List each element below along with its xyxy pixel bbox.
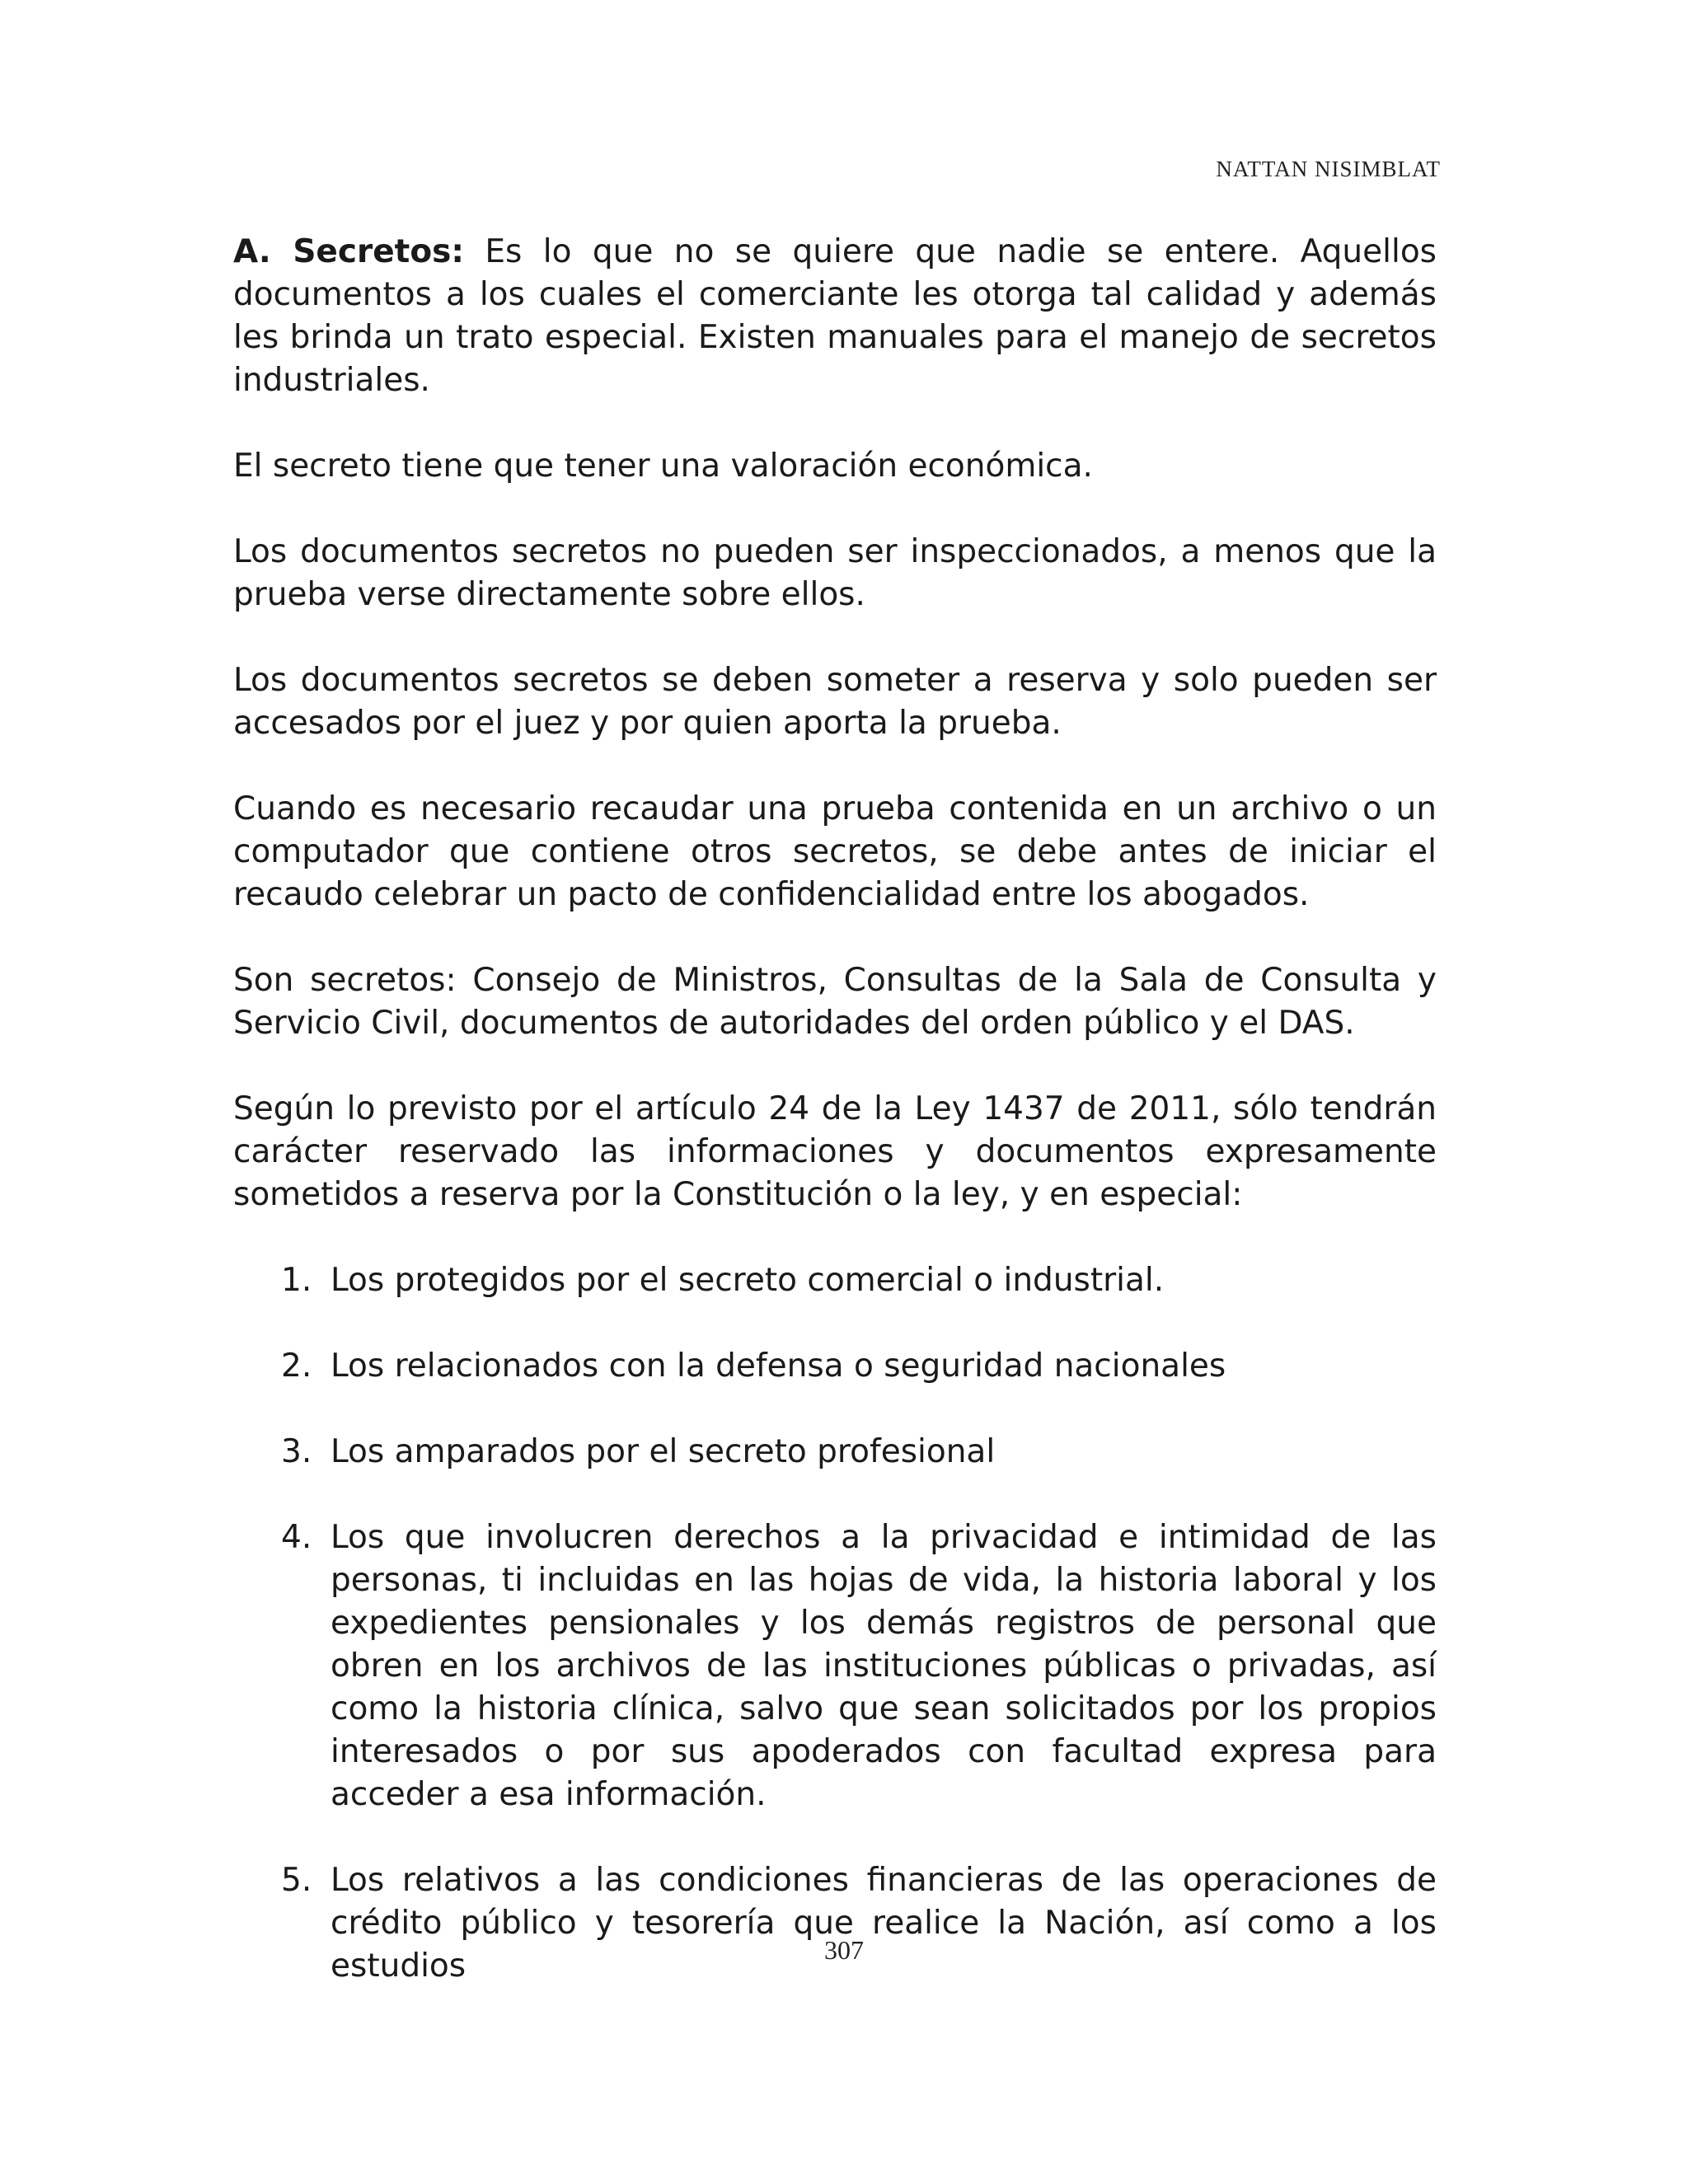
list-item xyxy=(233,1345,1437,1388)
paragraph xyxy=(233,445,1437,488)
list-item-text: Los amparados por el secreto profesional xyxy=(331,1433,996,1470)
running-header: NATTAN NISIMBLAT xyxy=(1216,157,1441,181)
list-item-number: 5. xyxy=(281,1862,312,1899)
paragraph-text: Son secretos: Consejo de Ministros, Consultas de la Sala de Consulta y Servicio Civil, documentos de autoridades del orden público y el DAS. xyxy=(233,962,1437,1042)
list-item-number: 2. xyxy=(281,1347,312,1385)
list-item-number: 3. xyxy=(281,1433,312,1470)
paragraph-text: El secreto tiene que tener una valoración económica. xyxy=(233,448,1093,485)
list-item xyxy=(233,1859,1437,1988)
numbered-list xyxy=(233,1259,1437,1988)
paragraph xyxy=(233,531,1437,616)
section-heading: A. Secretos: xyxy=(233,233,464,270)
paragraph-text: Es lo que no se quiere que nadie se entere. Aquellos documentos a los cuales el comerciante les otorga tal calidad y además les brinda un trato especial. Existen manuales para el manejo de secretos industriales. xyxy=(233,233,1437,399)
paragraph-text: Según lo previsto por el artículo 24 de la Ley 1437 de 2011, sólo tendrán carácter reservado las informaciones y documentos expresamente sometidos a reserva por la Constitución o la ley, y en especial: xyxy=(233,1090,1437,1213)
list-item-text: Los relativos a las condiciones financieras de las operaciones de crédito público y tesorería que realice la Nación, así como a los estudios xyxy=(331,1862,1437,1985)
list-item-text: Los que involucren derechos a la privacidad e intimidad de las personas, ti incluidas en las hojas de vida, la historia laboral y los expedientes pensionales y los demás registros de personal que obren en los archivos de las instituciones públicas o privadas, así como la historia clínica, salvo que sean solicitados por los propios interesados o por sus apoderados con facultad expresa para acceder a esa información. xyxy=(331,1519,1437,1813)
paragraph xyxy=(233,959,1437,1045)
list-item xyxy=(233,1516,1437,1816)
list-item xyxy=(233,1259,1437,1302)
list-item-text: Los protegidos por el secreto comercial o industrial. xyxy=(331,1262,1165,1299)
list-item-number: 1. xyxy=(281,1262,312,1299)
paragraph-text: Los documentos secretos no pueden ser inspeccionados, a menos que la prueba verse directamente sobre ellos. xyxy=(233,533,1437,613)
paragraph xyxy=(233,659,1437,745)
paragraph xyxy=(233,1088,1437,1216)
page-body xyxy=(233,231,1437,2031)
paragraph-text: Los documentos secretos se deben someter a reserva y solo pueden ser accesados por el juez y por quien aporta la prueba. xyxy=(233,662,1437,742)
list-item-number: 4. xyxy=(281,1519,312,1556)
list-item xyxy=(233,1431,1437,1474)
paragraph-text: Cuando es necesario recaudar una prueba contenida en un archivo o un computador que contiene otros secretos, se debe antes de iniciar el recaudo celebrar un pacto de confidencialidad entre los abogados. xyxy=(233,790,1437,913)
list-item-text: Los relacionados con la defensa o seguridad nacionales xyxy=(331,1347,1226,1385)
paragraph-secretos xyxy=(233,231,1437,402)
page-number: 307 xyxy=(824,1935,864,1965)
paragraph xyxy=(233,788,1437,916)
